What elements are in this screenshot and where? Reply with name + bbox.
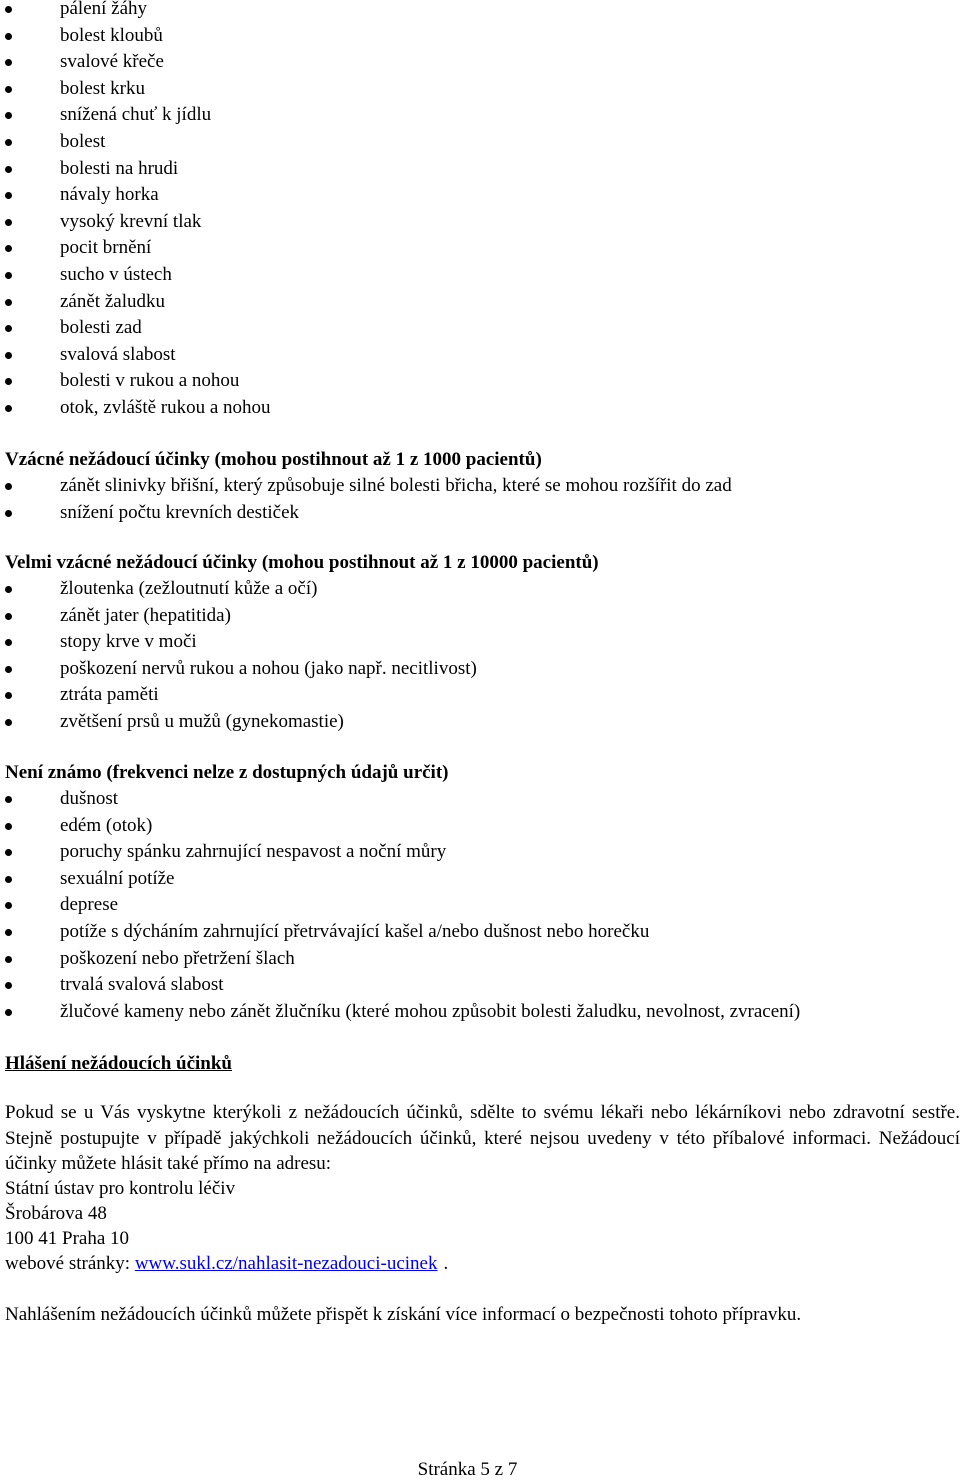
bullet-icon — [5, 405, 12, 412]
list-item: poškození nervů rukou a nohou (jako např. necitlivost) — [0, 656, 960, 683]
bullet-icon — [5, 352, 12, 359]
reporting-heading: Hlášení nežádoucích účinků — [5, 1053, 232, 1074]
bullet-icon — [5, 902, 12, 909]
closing-sentence: Nahlášením nežádoucích účinků můžete přispět k získání více informací o bezpečnosti tohoto přípravku. — [5, 1304, 802, 1325]
list-item: žlučové kameny nebo zánět žlučníku (které mohou způsobit bolesti žaludku, nevolnost, zvracení) — [0, 999, 960, 1026]
list-item: dušnost — [0, 786, 960, 813]
list-item: bolesti na hrudi — [0, 156, 960, 183]
common-effects-list — [0, 0, 960, 422]
list-item: svalové křeče — [0, 49, 960, 76]
bullet-icon — [5, 272, 12, 279]
bullet-icon — [5, 245, 12, 252]
website-link[interactable]: www.sukl.cz/nahlasit-nezadouci-ucinek — [134, 1253, 438, 1274]
list-item: stopy krve v moči — [0, 629, 960, 656]
list-item: bolest krku — [0, 76, 960, 103]
bullet-icon — [5, 613, 12, 620]
bullet-icon — [5, 325, 12, 332]
bullet-icon — [5, 982, 12, 989]
website-line — [5, 1251, 448, 1276]
list-item: potíže s dýcháním zahrnující přetrvávající kašel a/nebo dušnost nebo horečku — [0, 919, 960, 946]
bullet-icon — [5, 510, 12, 517]
bullet-icon — [5, 112, 12, 119]
list-item: návaly horka — [0, 182, 960, 209]
address-line-1: Státní ústav pro kontrolu léčiv — [5, 1178, 236, 1199]
list-item: bolesti v rukou a nohou — [0, 368, 960, 395]
bullet-icon — [5, 929, 12, 936]
bullet-icon — [5, 6, 12, 13]
bullet-icon — [5, 86, 12, 93]
list-item: poruchy spánku zahrnující nespavost a noční můry — [0, 839, 960, 866]
list-item: bolesti zad — [0, 315, 960, 342]
list-item: deprese — [0, 892, 960, 919]
list-item: edém (otok) — [0, 813, 960, 840]
bullet-icon — [5, 192, 12, 199]
bullet-icon — [5, 483, 12, 490]
list-item: bolest — [0, 129, 960, 156]
very-rare-effects-list — [0, 576, 960, 736]
website-suffix: . — [443, 1253, 449, 1274]
section-heading-unknown: Není známo (frekvenci nelze z dostupných údajů určit) — [5, 762, 449, 783]
bullet-icon — [5, 639, 12, 646]
bullet-icon — [5, 849, 12, 856]
bullet-icon — [5, 692, 12, 699]
bullet-icon — [5, 59, 12, 66]
list-item: otok, zvláště rukou a nohou — [0, 395, 960, 422]
list-item: sucho v ústech — [0, 262, 960, 289]
list-item: žloutenka (zežloutnutí kůže a očí) — [0, 576, 960, 603]
list-item: trvalá svalová slabost — [0, 972, 960, 999]
list-item: poškození nebo přetržení šlach — [0, 946, 960, 973]
bullet-icon — [5, 823, 12, 830]
bullet-icon — [5, 166, 12, 173]
list-item: pálení žáhy — [0, 0, 960, 23]
reporting-paragraph: Pokud se u Vás vyskytne kterýkoli z nežádoucích účinků, sdělte to svému lékaři nebo lékárníkovi nebo zdravotní sestře. Stejně postupujte v případě jakýchkoli nežádoucích účinků, které nejsou uvedeny v této příbalové informaci. Nežádoucí účinky můžete hlásit také přímo na adresu: — [5, 1102, 960, 1174]
rare-effects-list — [0, 473, 960, 526]
bullet-icon — [5, 299, 12, 306]
list-item: zánět žaludku — [0, 289, 960, 316]
bullet-icon — [5, 1009, 12, 1016]
list-item: zvětšení prsů u mužů (gynekomastie) — [0, 709, 960, 736]
list-item: sexuální potíže — [0, 866, 960, 893]
bullet-icon — [5, 219, 12, 226]
bullet-icon — [5, 719, 12, 726]
bullet-icon — [5, 586, 12, 593]
address-line-3: 100 41 Praha 10 — [5, 1228, 130, 1249]
bullet-icon — [5, 956, 12, 963]
list-item: zánět slinivky břišní, který způsobuje silné bolesti břicha, které se mohou rozšířit do zad — [0, 473, 960, 500]
list-item: snížená chuť k jídlu — [0, 102, 960, 129]
section-heading-very-rare: Velmi vzácné nežádoucí účinky (mohou postihnout až 1 z 10000 pacientů) — [5, 552, 599, 573]
list-item: pocit brnění — [0, 235, 960, 262]
address-line-2: Šrobárova 48 — [5, 1203, 107, 1224]
list-item: ztráta paměti — [0, 682, 960, 709]
unknown-effects-list — [0, 786, 960, 1025]
website-label: webové stránky: — [5, 1253, 135, 1274]
bullet-icon — [5, 796, 12, 803]
list-item: snížení počtu krevních destiček — [0, 500, 960, 527]
bullet-icon — [5, 876, 12, 883]
bullet-icon — [5, 139, 12, 146]
list-item: vysoký krevní tlak — [0, 209, 960, 236]
bullet-icon — [5, 33, 12, 40]
list-item: zánět jater (hepatitida) — [0, 603, 960, 630]
page-number: Stránka 5 z 7 — [417, 1459, 518, 1480]
section-heading-rare: Vzácné nežádoucí účinky (mohou postihnout až 1 z 1000 pacientů) — [5, 449, 542, 470]
bullet-icon — [5, 378, 12, 385]
list-item: svalová slabost — [0, 342, 960, 369]
list-item: bolest kloubů — [0, 23, 960, 50]
bullet-icon — [5, 666, 12, 673]
